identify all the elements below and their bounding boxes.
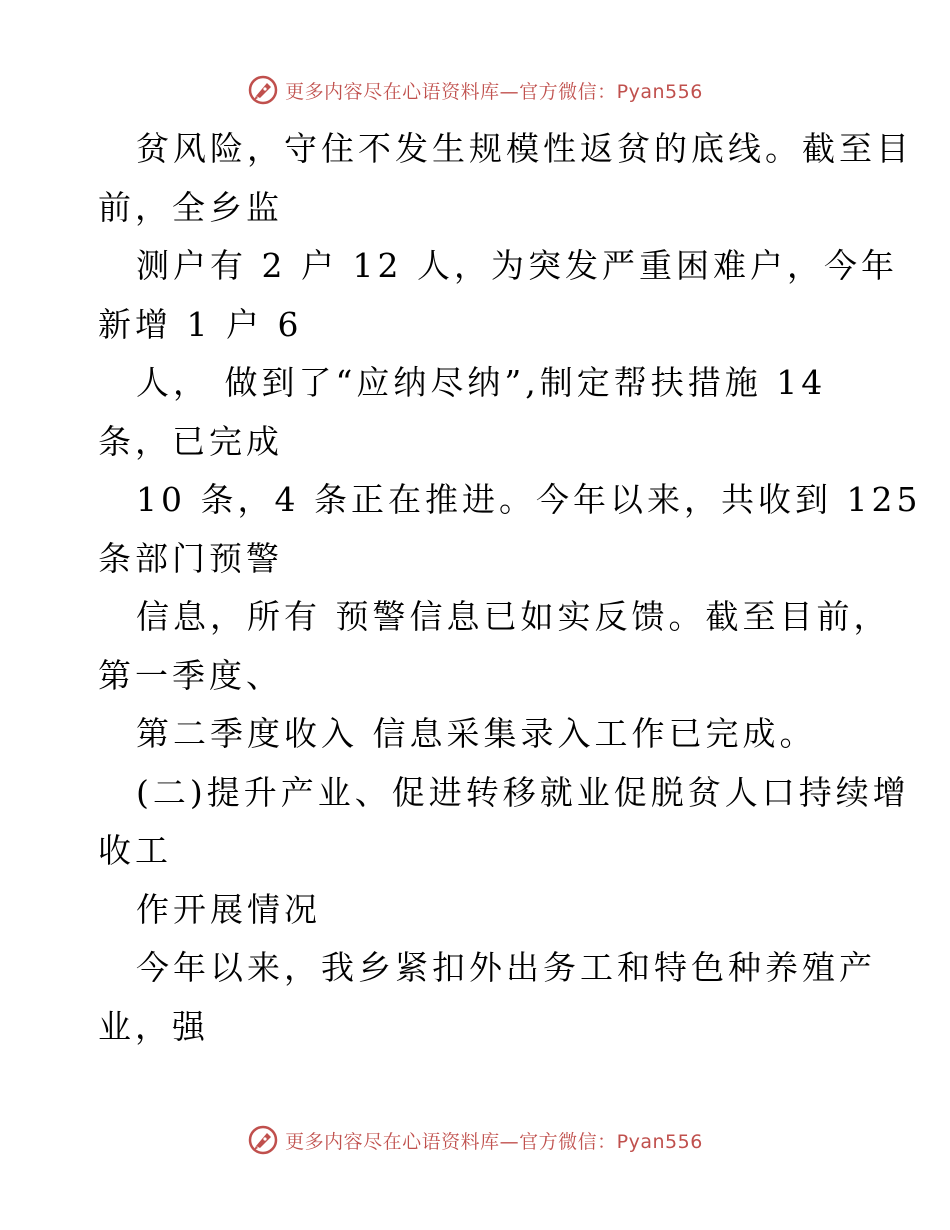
document-line: 新增 1 户 6 [98,304,303,344]
header-watermark-banner [0,70,950,110]
document-line: 条，已完成 [98,421,283,461]
footer-watermark-banner [0,1120,950,1160]
document-line: 第二季度收入 信息采集录入工作已完成。 [136,714,817,753]
footer-watermark-text: 更多内容尽在心语资料库—官方微信：Pyan556 [285,1130,703,1153]
pen-nib-logo-icon [247,74,279,106]
document-line: 条部门预警 [98,538,283,578]
document-line: 作开展情况 [136,889,321,929]
document-line: (二)提升产业、促进转移就业促脱贫人口持续增 [136,772,910,812]
document-line: 业，强 [98,1006,209,1046]
document-line: 10 条，4 条正在推进。今年以来，共收到 125 [136,480,922,519]
document-line: 今年以来，我乡紧扣外出务工和特色种养殖产 [136,948,876,987]
pen-nib-logo-icon [247,1124,279,1156]
header-watermark-text: 更多内容尽在心语资料库—官方微信：Pyan556 [285,80,703,103]
document-line: 贫风险，守住不发生规模性返贫的底线。截至目 [136,129,913,168]
document-line: 第一季度、 [98,655,283,695]
document-line: 信息，所有 预警信息已如实反馈。截至目前， [136,597,891,636]
document-line: 测户有 2 户 12 人，为突发严重困难户，今年 [136,246,898,285]
document-line: 收工 [98,831,172,870]
document-line: 人， 做到了“应纳尽纳”,制定帮扶措施 14 [136,363,827,402]
document-line: 前，全乡监 [98,187,283,227]
document-body [98,120,922,1056]
